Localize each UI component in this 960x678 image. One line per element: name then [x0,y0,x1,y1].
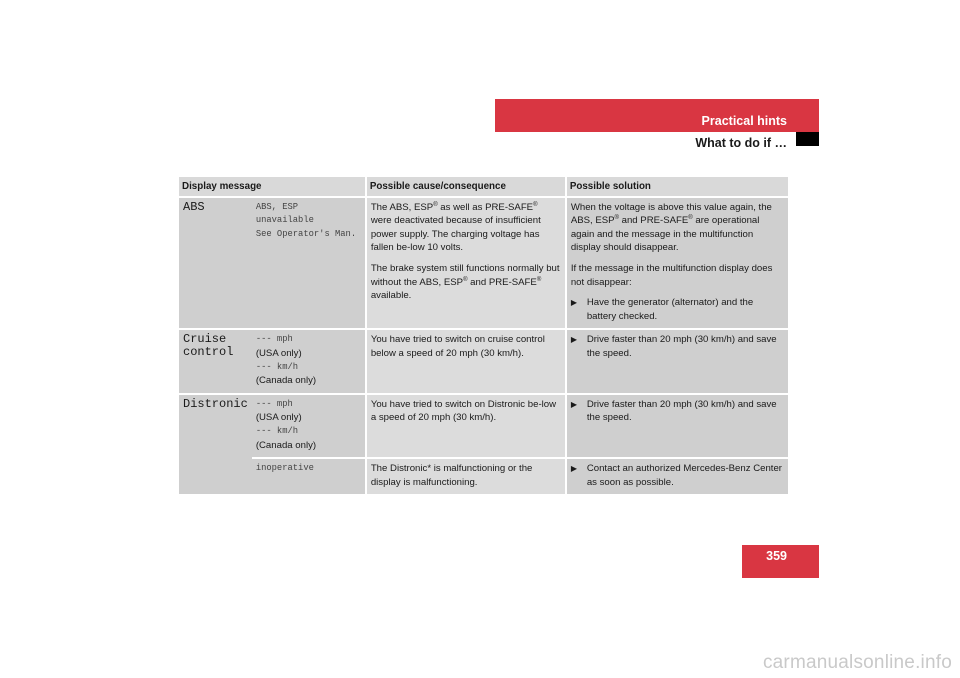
solution-cruise-control: ▶ Drive faster than 20 mph (30 km/h) and save the speed. [565,328,788,392]
cause-abs: The ABS, ESP® as well as PRE-SAFE® were deactivated because of insufficient power supply. The charging voltage has fallen be-low 10 volts. The brake system still functions normally but without the ABS, ESP® and PRE-SAFE® available. [365,198,565,329]
table-row-distronic [179,393,788,457]
message-name-distronic: Distronic [179,393,252,495]
bullet-arrow-icon: ▶ [570,298,577,308]
table-row-cruise-control [179,328,788,392]
table-row-abs [179,198,788,329]
column-header-display: Display message [179,177,365,198]
message-name-abs: ABS [179,198,252,329]
column-header-solution: Possible solution [565,177,788,198]
display-text-cruise-control: --- mph (USA only) --- km/h (Canada only) [252,328,365,392]
table-row-distronic-inoperative [179,457,788,494]
table-header-row [179,177,788,198]
page-number: 359 [766,549,787,563]
display-text-distronic-inoperative: inoperative [252,457,365,494]
solution-distronic-inoperative: ▶ Contact an authorized Mercedes-Benz Center as soon as possible. [565,457,788,494]
section-title: Practical hints [701,114,787,128]
solution-bullet: ▶ Have the generator (alternator) and the battery checked. [570,297,754,322]
message-name-cruise-control: Cruise control [179,328,252,392]
bullet-arrow-icon: ▶ [570,335,577,345]
solution-distronic: ▶ Drive faster than 20 mph (30 km/h) and save the speed. [565,393,788,457]
cause-distronic-inoperative: The Distronic* is malfunctioning or the display is malfunctioning. [365,457,565,494]
section-subtitle: What to do if … [695,136,787,150]
cause-cruise-control: You have tried to switch on cruise control below a speed of 20 mph (30 km/h). [365,328,565,392]
section-header-bar [495,99,819,132]
bullet-arrow-icon: ▶ [570,464,577,474]
page-number-box [742,545,819,578]
display-text-distronic: --- mph (USA only) --- km/h (Canada only) [252,393,365,457]
bullet-arrow-icon: ▶ [570,399,577,409]
cause-distronic: You have tried to switch on Distronic be-low a speed of 20 mph (30 km/h). [365,393,565,457]
watermark-text: carmanualsonline.info [762,652,952,673]
header-corner-block [796,132,819,146]
solution-abs: When the voltage is above this value again, the ABS, ESP® and PRE-SAFE® are operational again and the message in the multifunction display should disappear. If the message in the multifunction display does not disappear: ▶ Have the generator (alternator) and the battery checked. [565,198,788,329]
display-message-table [179,177,788,494]
display-text-abs: ABS, ESP unavailable See Operator's Man. [252,198,365,329]
column-header-cause: Possible cause/consequence [365,177,565,198]
